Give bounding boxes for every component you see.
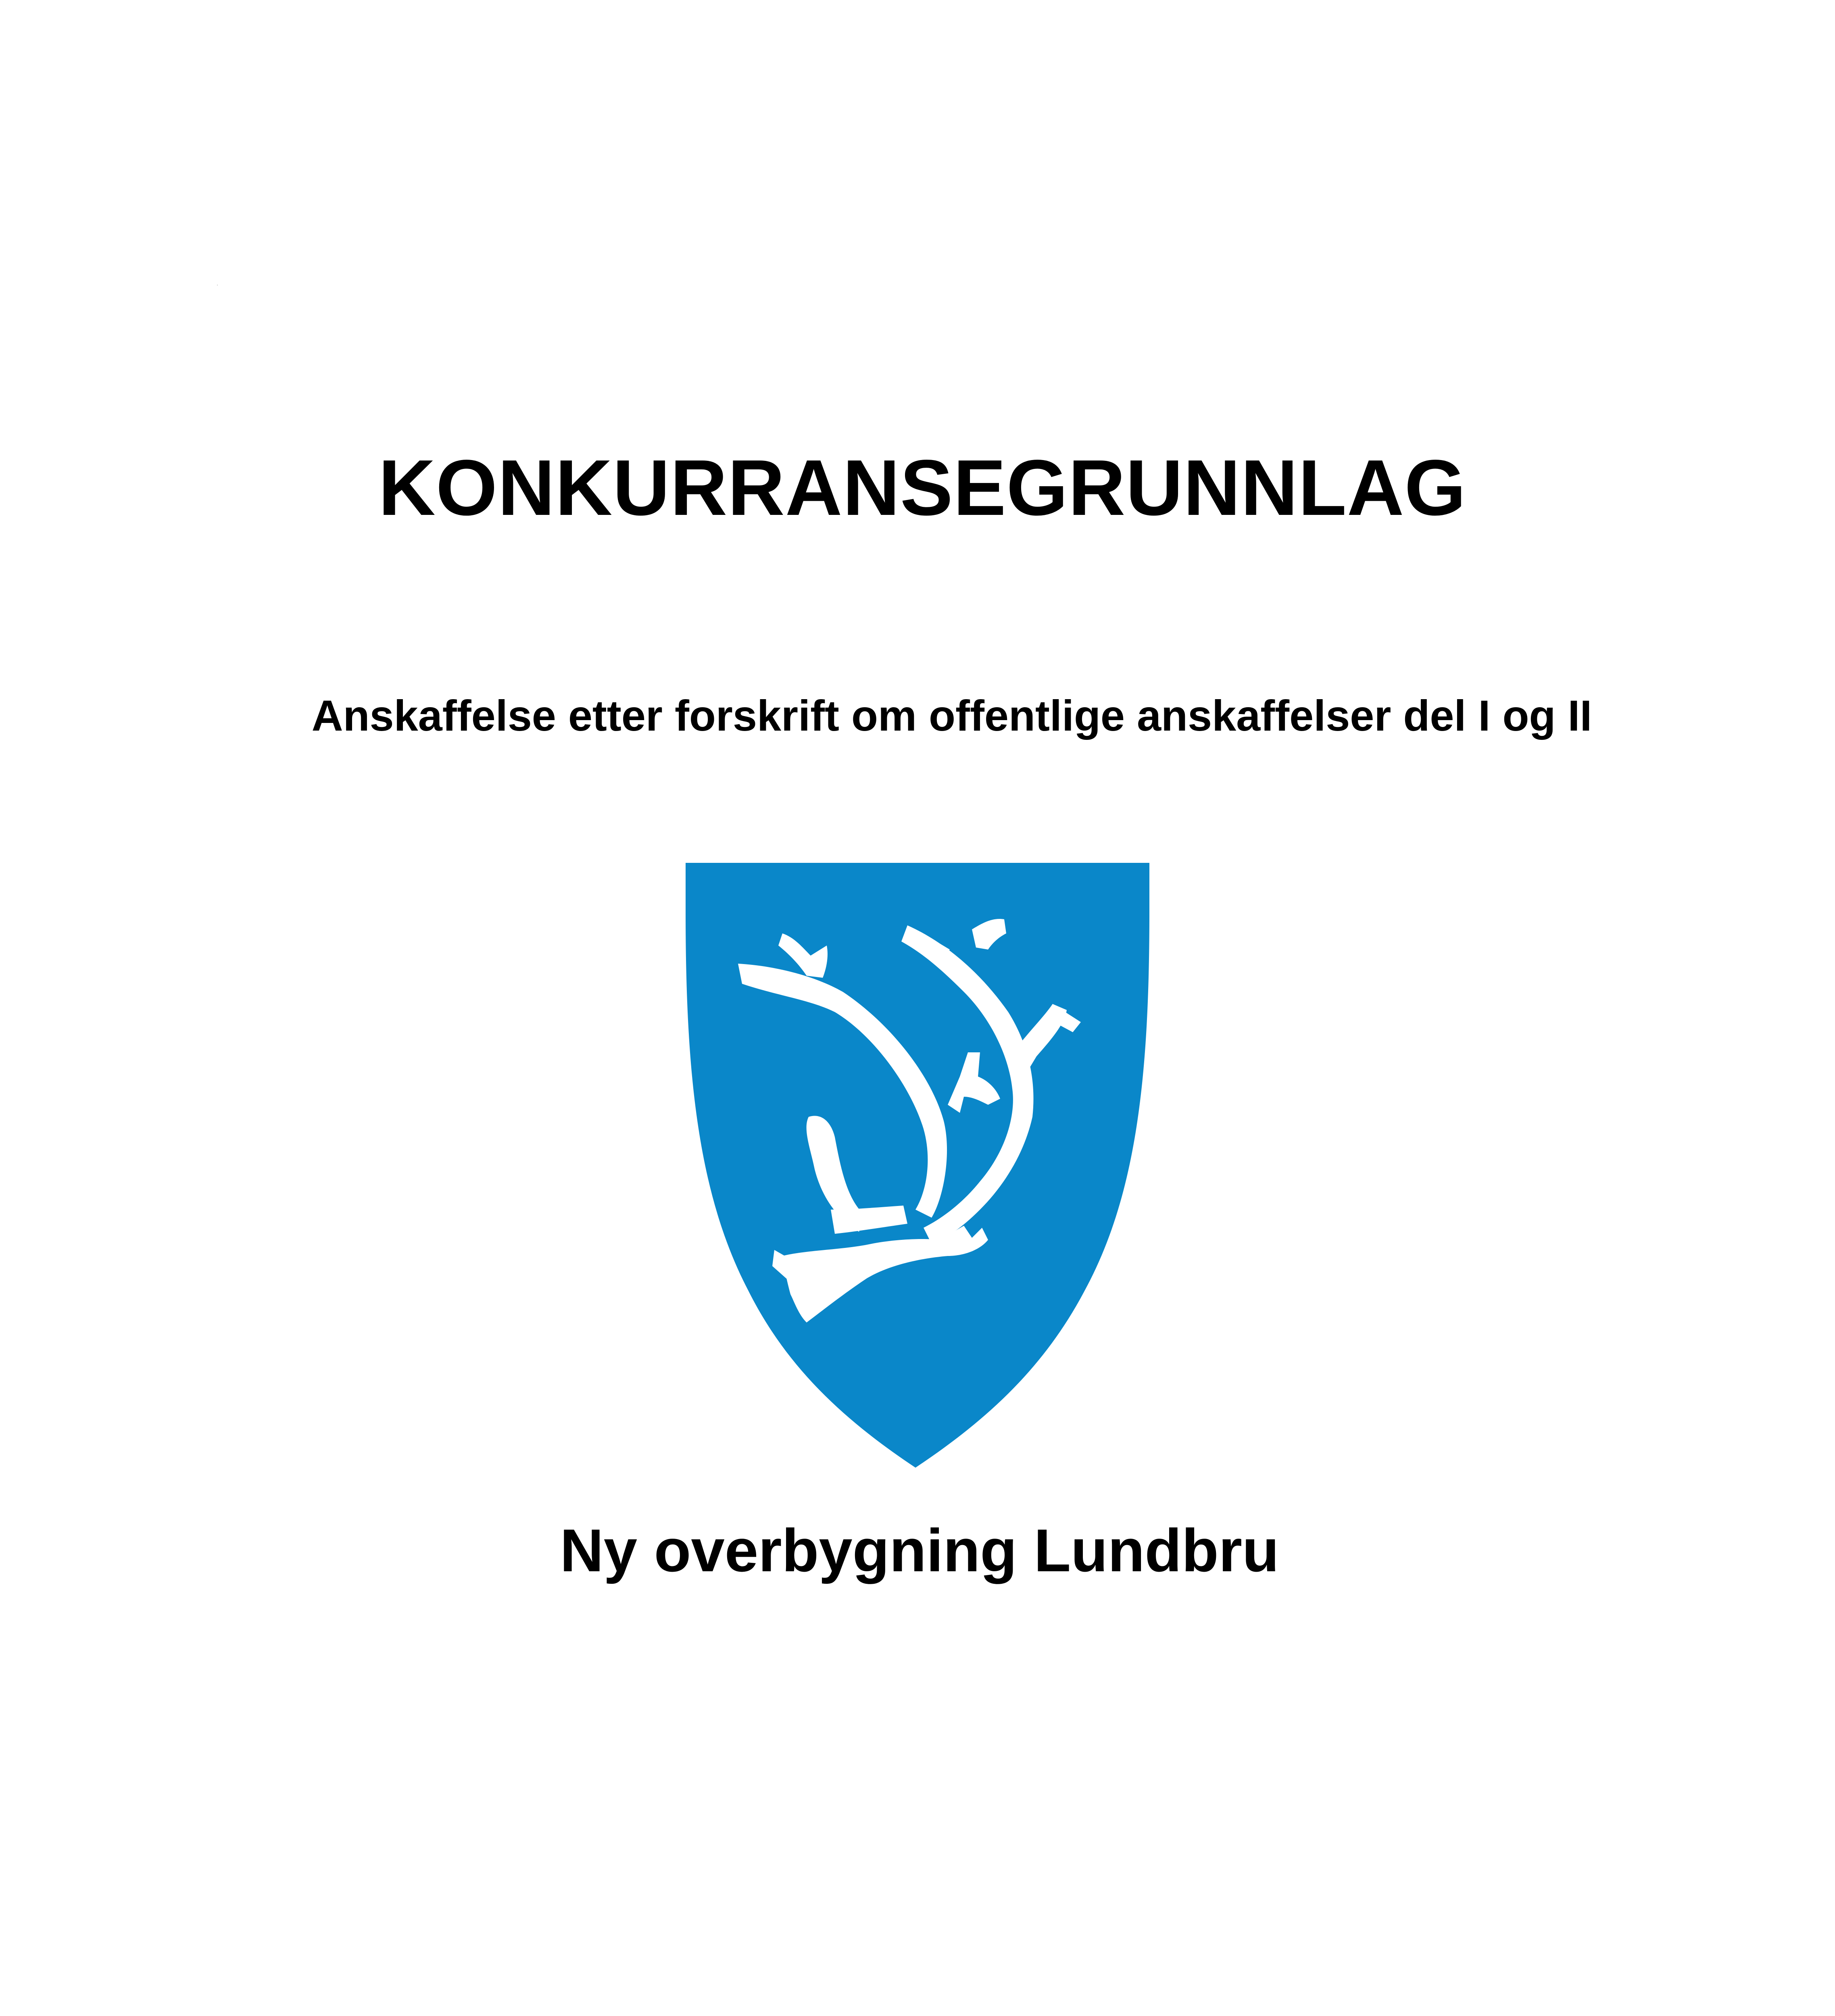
document-title: KONKURRANSEGRUNNLAG xyxy=(378,444,1466,532)
project-name: Ny overbygning Lundbru xyxy=(560,1516,1279,1584)
document-subtitle: Anskaffelse etter forskrift om offentlige anskaffelser del I og II xyxy=(311,691,1592,740)
coat-of-arms-antler-icon xyxy=(682,863,1153,1468)
shield-shape xyxy=(686,863,1149,1468)
